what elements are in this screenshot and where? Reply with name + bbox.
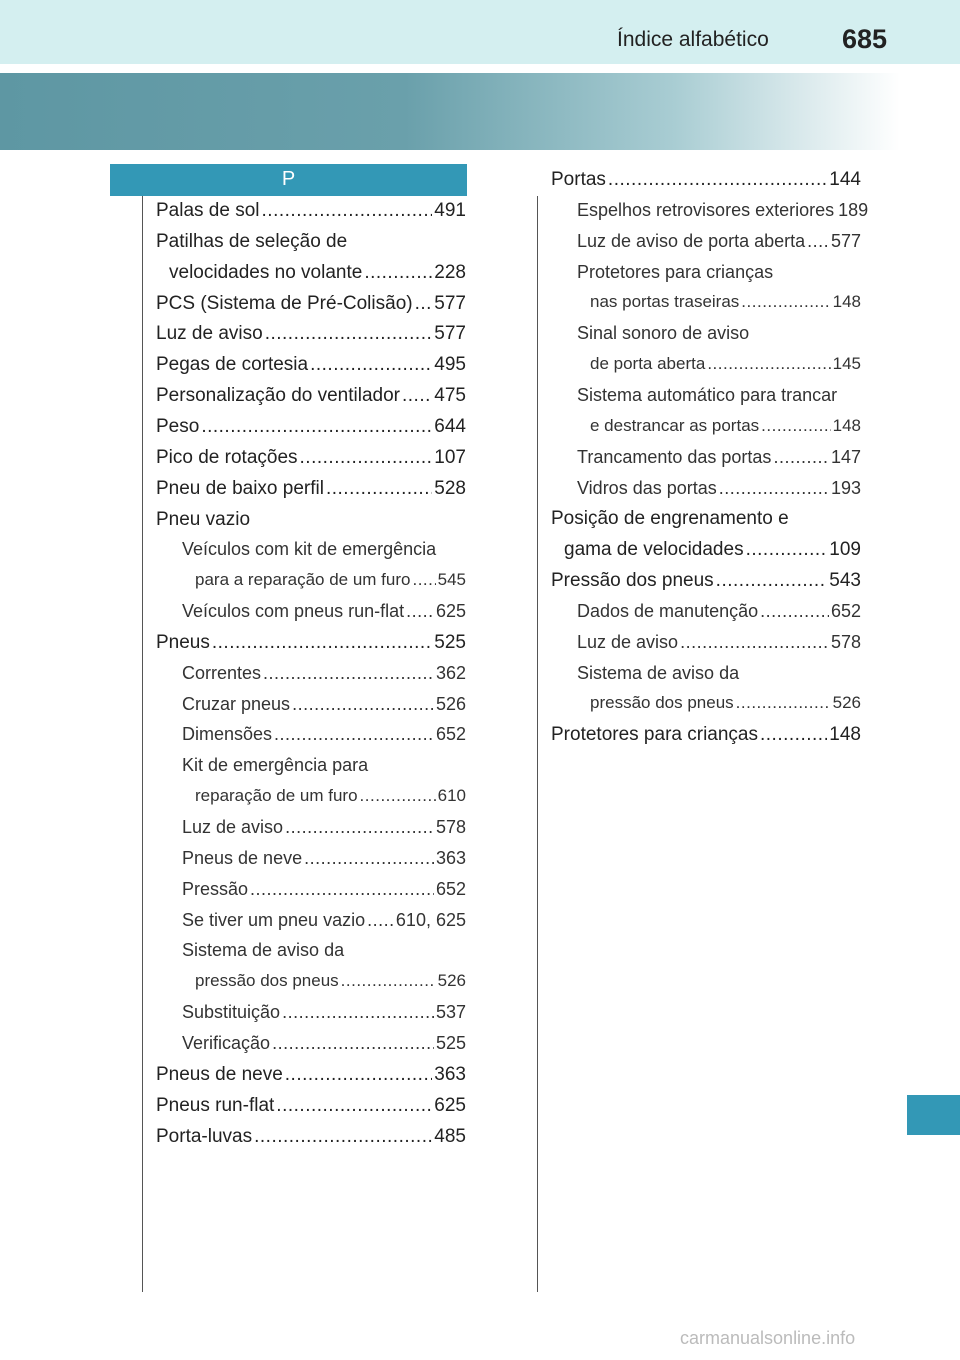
index-entry	[182, 724, 466, 745]
dot-leader	[212, 632, 432, 654]
index-entry-page: 475	[434, 385, 466, 407]
index-entry	[156, 509, 250, 531]
header-gradient-band	[0, 73, 900, 150]
index-entry	[182, 1002, 466, 1023]
index-entry-page: 363	[435, 847, 466, 868]
index-entry	[156, 200, 466, 222]
dot-leader	[300, 447, 433, 469]
index-entry-label: Luz de aviso	[577, 631, 679, 652]
index-entry	[169, 262, 466, 284]
index-entry-label: e destrancar as portas	[590, 415, 760, 435]
chapter-tab	[907, 1095, 960, 1135]
index-entry	[182, 663, 466, 684]
index-entry-label: gama de velocidades	[564, 539, 744, 561]
index-entry-page: 109	[829, 539, 861, 561]
index-entry	[551, 508, 789, 530]
index-entry	[577, 447, 861, 468]
index-entry-label: PCS (Sistema de Pré-Colisão)	[156, 292, 413, 314]
index-entry-label: Pneus de neve	[156, 1063, 283, 1085]
index-entry-page: 193	[830, 477, 861, 498]
index-entry-page: 144	[829, 169, 861, 190]
index-entry	[590, 354, 861, 374]
index-entry-label: Portas	[551, 169, 606, 190]
dot-leader	[415, 293, 433, 315]
dot-leader	[272, 1033, 434, 1054]
index-entry	[156, 1095, 466, 1117]
index-entry-page: 528	[434, 477, 466, 499]
dot-leader	[736, 693, 831, 713]
index-entry-label: Dados de manutenção	[577, 600, 759, 621]
index-entry	[195, 786, 466, 806]
index-entry-page: 148	[832, 292, 861, 312]
index-entry-page: 644	[434, 415, 466, 437]
index-entry-label: Trancamento das portas	[577, 446, 772, 467]
dot-leader	[707, 354, 830, 374]
index-entry	[156, 478, 466, 500]
index-entry	[577, 632, 861, 653]
index-entry-label: Substituição	[182, 1002, 281, 1023]
index-entry-label: reparação de um furo	[195, 786, 358, 806]
index-entry	[182, 539, 436, 560]
index-entry	[182, 1033, 466, 1054]
dot-leader	[773, 447, 829, 468]
left-column-rule	[142, 196, 143, 1292]
index-entry-label: Pressão dos pneus	[551, 570, 714, 592]
index-entry-label: Sistema de aviso da	[577, 662, 740, 683]
index-entry-label: Cruzar pneus	[182, 693, 291, 714]
index-entry	[156, 447, 466, 469]
index-entry-page: 625	[435, 601, 466, 622]
index-entry-page: 147	[830, 446, 861, 467]
index-entry-page: 652	[435, 878, 466, 899]
index-entry-label: Personalização do ventilador	[156, 385, 400, 407]
index-entry	[195, 570, 466, 590]
index-entry-page: 525	[434, 631, 466, 653]
index-entry-page: 537	[435, 1002, 466, 1023]
index-entry	[195, 971, 466, 991]
index-entry	[182, 879, 466, 900]
index-entry-page: 228	[434, 261, 466, 283]
index-entry-page: 578	[435, 817, 466, 837]
index-entry-page: 363	[434, 1063, 466, 1085]
section-letter-bar	[110, 164, 467, 196]
index-entry-label: nas portas traseiras	[590, 292, 740, 312]
index-entry	[182, 694, 466, 715]
index-entry	[551, 724, 861, 746]
index-entry-label: Sistema de aviso da	[182, 940, 345, 961]
index-entry	[590, 292, 861, 312]
dot-leader	[719, 478, 829, 499]
index-entry-label: Luz de aviso	[156, 323, 263, 345]
index-entry-page: 495	[434, 354, 466, 376]
index-entry-label: Correntes	[182, 662, 262, 683]
index-entry-label: velocidades no volante	[169, 261, 363, 283]
index-entry	[156, 1126, 466, 1148]
dot-leader	[341, 971, 436, 991]
page-number: 685	[842, 24, 888, 54]
index-entry-page: 625	[434, 1094, 466, 1116]
index-entry-page: 577	[434, 323, 466, 345]
index-entry-label: Peso	[156, 415, 200, 437]
dot-leader	[716, 570, 828, 592]
index-entry	[182, 755, 368, 776]
watermark: carmanualsonline.info	[680, 1328, 856, 1348]
index-entry-label: Kit de emergência para	[182, 755, 369, 776]
index-entry	[577, 262, 773, 283]
index-entry-label: Verificação	[182, 1032, 271, 1053]
dot-leader	[250, 879, 434, 900]
index-entry-label: Pneus run-flat	[156, 1094, 275, 1116]
index-entry-page: 610	[437, 786, 466, 806]
dot-leader	[364, 262, 432, 284]
header-bar	[0, 0, 960, 64]
index-entry	[182, 848, 466, 869]
index-entry	[182, 940, 344, 961]
center-column-rule	[537, 196, 538, 1292]
index-entry	[156, 231, 347, 253]
dot-leader	[292, 694, 434, 715]
index-entry	[156, 632, 466, 654]
index-entry-label: Espelhos retrovisores exteriores	[577, 199, 835, 220]
index-entry	[577, 601, 861, 622]
dot-leader	[201, 416, 432, 438]
dot-leader	[760, 724, 827, 746]
index-entry-label: para a reparação de um furo	[195, 570, 411, 590]
dot-leader	[282, 1002, 434, 1023]
index-entry	[577, 323, 749, 344]
dot-leader	[680, 632, 829, 653]
index-entry-page: 107	[434, 446, 466, 468]
dot-leader	[285, 817, 434, 838]
index-entry	[156, 293, 466, 315]
index-entry-page: 362	[435, 662, 466, 683]
index-entry	[590, 416, 861, 436]
index-entry-label: Porta-luvas	[156, 1125, 253, 1147]
index-entry-page: 526	[832, 693, 861, 713]
index-entry-page: 577	[434, 292, 466, 314]
index-entry-label: Pneu vazio	[156, 508, 251, 530]
dot-leader	[285, 1064, 433, 1086]
dot-leader	[263, 663, 434, 684]
dot-leader	[326, 478, 432, 500]
index-entry	[551, 570, 861, 592]
index-entry-label: Palas de sol	[156, 200, 260, 221]
index-entry-label: Veículos com pneus run-flat	[182, 601, 405, 622]
index-entry	[577, 199, 869, 221]
index-entry-label: Se tiver um pneu vazio	[182, 909, 366, 930]
index-entry-page: 145	[832, 354, 861, 374]
index-entry-page: 577	[830, 230, 861, 251]
index-entry-label: Pneu de baixo perfil	[156, 477, 324, 499]
index-entry	[156, 1064, 466, 1086]
index-entry-label: Sistema automático para trancar	[577, 384, 838, 405]
index-entry-page: 485	[434, 1125, 466, 1147]
index-entry-label: Patilhas de seleção de	[156, 230, 348, 252]
index-entry-label: Pneus de neve	[182, 847, 303, 868]
index-entry	[156, 416, 466, 438]
index-entry	[156, 385, 466, 407]
index-entry-page: 652	[435, 724, 466, 745]
index-entry-page: 525	[435, 1032, 466, 1053]
index-entry	[156, 354, 466, 376]
index-entry-label: Pico de rotações	[156, 446, 298, 468]
index-entry	[182, 817, 466, 838]
dot-leader	[807, 231, 829, 252]
index-entry-page: 526	[435, 693, 466, 714]
index-entry-label: Luz de aviso de porta aberta	[577, 230, 806, 251]
index-entry	[590, 693, 861, 713]
index-entry-label: Sinal sonoro de aviso	[577, 323, 750, 344]
index-entry-page: 491	[434, 200, 466, 221]
index-entry-page: 610, 625	[395, 909, 466, 930]
index-entry-page: 578	[830, 631, 861, 652]
dot-leader	[761, 416, 830, 436]
dot-leader	[746, 539, 828, 561]
index-entry	[577, 663, 739, 684]
index-entry	[564, 539, 861, 561]
index-entry	[577, 478, 861, 499]
index-entry-page: 545	[437, 570, 466, 590]
dot-leader	[262, 200, 433, 222]
index-entry-page: 148	[832, 415, 861, 435]
index-entry-label: Dimensões	[182, 724, 273, 745]
dot-leader	[760, 601, 829, 622]
dot-leader	[412, 570, 435, 590]
dot-leader	[265, 323, 433, 345]
index-entry-page: 189	[838, 199, 869, 220]
index-entry-label: Posição de engrenamento e	[551, 508, 789, 530]
index-entry-page: 526	[437, 971, 466, 991]
index-entry-label: Pressão	[182, 878, 249, 899]
dot-leader	[276, 1095, 432, 1117]
dot-leader	[310, 354, 432, 376]
index-entry-label: pressão dos pneus	[590, 693, 734, 713]
dot-leader	[274, 724, 434, 745]
index-entry-label: Pegas de cortesia	[156, 354, 309, 376]
dot-leader	[741, 292, 830, 312]
dot-leader	[360, 786, 436, 806]
dot-leader	[254, 1126, 432, 1148]
index-entry-label: Protetores para crianças	[577, 261, 774, 282]
index-entry-label: Pneus	[156, 631, 210, 653]
index-entry	[551, 169, 861, 191]
index-entry-page: 148	[829, 724, 861, 746]
section-letter: P	[281, 168, 296, 190]
index-entry-label: de porta aberta	[590, 354, 706, 374]
dot-leader	[367, 910, 394, 931]
index-entry-label: Luz de aviso	[182, 817, 284, 837]
index-entry-page: 652	[830, 600, 861, 621]
index-entry	[577, 385, 837, 406]
index-entry-label: Protetores para crianças	[551, 724, 758, 746]
index-entry-label: pressão dos pneus	[195, 971, 339, 991]
dot-leader	[304, 848, 434, 869]
index-entry	[182, 601, 466, 622]
index-entry-page: 543	[829, 570, 861, 592]
page-header-title: Índice alfabético	[617, 28, 769, 51]
dot-leader	[608, 169, 827, 191]
index-entry	[577, 231, 861, 252]
dot-leader	[406, 601, 434, 622]
index-entry-label: Veículos com kit de emergência	[182, 539, 437, 560]
index-entry	[156, 323, 466, 345]
index-entry-label: Vidros das portas	[577, 477, 717, 498]
index-entry	[182, 910, 466, 931]
dot-leader	[402, 385, 432, 407]
